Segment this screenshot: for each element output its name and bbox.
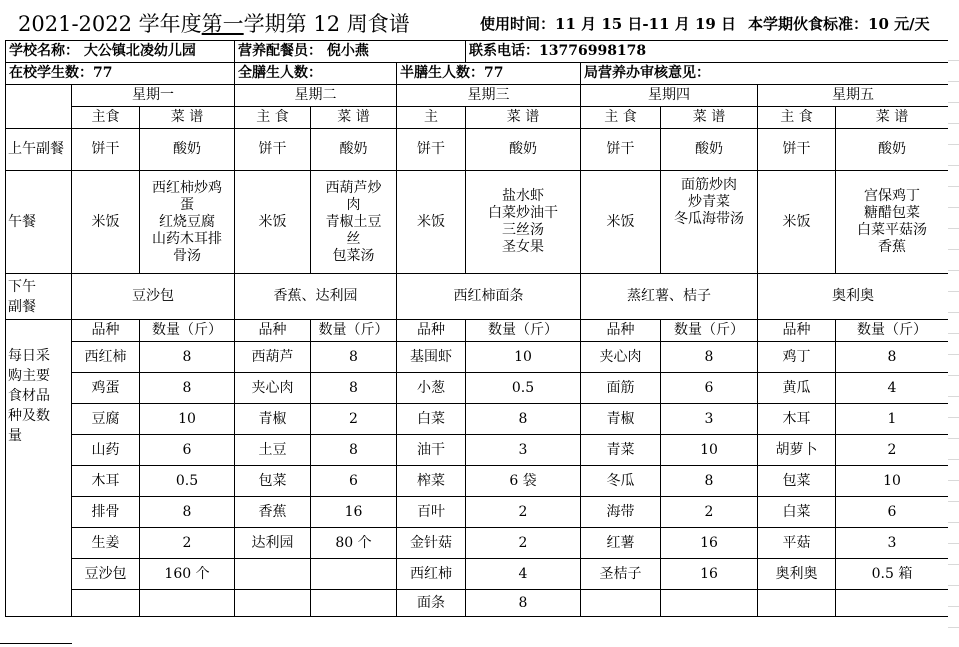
morning-dish: 酸奶 xyxy=(311,129,397,171)
sub-header: 菜 谱 xyxy=(836,107,949,129)
purchase-row xyxy=(6,342,949,373)
purchase-qty: 16 xyxy=(311,497,397,528)
dish-line: 冬瓜海带汤 xyxy=(674,211,744,227)
purchase-qty xyxy=(311,559,397,590)
purchase-item: 生姜 xyxy=(72,528,140,559)
page-header xyxy=(0,0,959,40)
purchase-item xyxy=(235,559,311,590)
purchase-qty: 10 xyxy=(836,466,949,497)
purchase-qty: 8 xyxy=(311,435,397,466)
purchase-header-item: 品种 xyxy=(397,320,466,342)
day-header: 星期一 xyxy=(72,85,235,107)
sub-header: 菜 谱 xyxy=(466,107,581,129)
purchase-item: 达利园 xyxy=(235,528,311,559)
purchase-header-item: 品种 xyxy=(72,320,140,342)
review-opinion: 局营养办审核意见： xyxy=(581,63,949,85)
purchase-qty: 8 xyxy=(311,342,397,373)
sub-header: 主 食 xyxy=(581,107,661,129)
sheet-gridlines xyxy=(948,40,959,647)
afternoon-snack: 蒸红薯、桔子 xyxy=(581,274,758,320)
morning-staple: 饼干 xyxy=(581,129,661,171)
purchase-qty: 10 xyxy=(466,342,581,373)
lunch-staple: 米饭 xyxy=(397,171,466,274)
purchase-qty: 8 xyxy=(661,466,758,497)
lunch-label: 午餐 xyxy=(6,171,72,274)
purchase-item: 鸡蛋 xyxy=(72,373,140,404)
sub-header: 主 食 xyxy=(758,107,836,129)
purchase-qty: 1 xyxy=(836,404,949,435)
purchase-qty: 6 xyxy=(311,466,397,497)
purchase-item: 西红柿 xyxy=(397,559,466,590)
purchase-item: 豆腐 xyxy=(72,404,140,435)
purchase-item: 白菜 xyxy=(758,497,836,528)
purchase-qty xyxy=(311,590,397,617)
afternoon-snack-label xyxy=(6,274,72,320)
lunch-staple: 米饭 xyxy=(581,171,661,274)
dish-line: 包菜汤 xyxy=(332,247,375,264)
lunch-dishes xyxy=(140,171,235,274)
purchase-qty: 8 xyxy=(836,342,949,373)
purchase-qty: 0.5 xyxy=(466,373,581,404)
purchase-row xyxy=(6,435,949,466)
purchase-item xyxy=(72,590,140,617)
purchase-header-qty: 数量（斤） xyxy=(311,320,397,342)
purchase-qty: 3 xyxy=(836,528,949,559)
menu-table xyxy=(5,40,949,617)
purchase-label-line: 种及数 xyxy=(8,408,50,424)
dish-line: 西红柿炒鸡 xyxy=(152,179,222,196)
purchase-qty: 6 袋 xyxy=(466,466,581,497)
purchase-qty: 8 xyxy=(466,590,581,617)
purchase-item: 油干 xyxy=(397,435,466,466)
purchase-qty: 16 xyxy=(661,559,758,590)
lunch-dishes xyxy=(311,171,397,274)
title-underlined: 第一 xyxy=(201,12,244,36)
dish-line: 骨汤 xyxy=(173,247,201,264)
purchase-qty: 6 xyxy=(661,373,758,404)
purchase-item: 冬瓜 xyxy=(581,466,661,497)
dish-line: 圣女果 xyxy=(502,239,544,255)
purchase-qty: 3 xyxy=(466,435,581,466)
dish-line: 宫保鸡丁 xyxy=(864,188,920,204)
dish-line: 红烧豆腐 xyxy=(159,213,215,230)
purchase-item: 平菇 xyxy=(758,528,836,559)
purchase-item: 基围虾 xyxy=(397,342,466,373)
purchase-qty: 8 xyxy=(311,373,397,404)
purchase-item: 夹心肉 xyxy=(235,373,311,404)
purchase-qty: 3 xyxy=(661,404,758,435)
purchase-row xyxy=(6,373,949,404)
purchase-row xyxy=(6,528,949,559)
nutritionist: 营养配餐员： 倪小燕 xyxy=(235,41,466,63)
dish-line: 盐水虾 xyxy=(502,188,544,204)
morning-dish: 酸奶 xyxy=(466,129,581,171)
morning-staple: 饼干 xyxy=(235,129,311,171)
dish-line: 炒青菜 xyxy=(688,194,730,210)
purchase-item: 金针菇 xyxy=(397,528,466,559)
lunch-staple: 米饭 xyxy=(72,171,140,274)
dish-line: 西葫芦炒 xyxy=(325,179,382,196)
bottom-border xyxy=(0,643,72,644)
lunch-dishes xyxy=(466,171,581,274)
purchase-label-line: 食材品 xyxy=(8,388,50,404)
purchase-item: 鸡丁 xyxy=(758,342,836,373)
meal-standard: 本学期伙食标准：10 元/天 xyxy=(748,15,930,33)
sub-header: 菜 谱 xyxy=(140,107,235,129)
dish-line: 蛋 xyxy=(180,196,194,213)
dish-line: 三丝汤 xyxy=(502,222,544,238)
purchase-item: 百叶 xyxy=(397,497,466,528)
purchase-qty: 8 xyxy=(140,373,235,404)
purchase-qty: 6 xyxy=(836,497,949,528)
purchase-item xyxy=(758,590,836,617)
morning-dish: 酸奶 xyxy=(140,129,235,171)
contact-phone: 联系电话：13776998178 xyxy=(466,41,949,63)
purchase-item: 包菜 xyxy=(235,466,311,497)
purchase-header-qty: 数量（斤） xyxy=(836,320,949,342)
morning-dish: 酸奶 xyxy=(836,129,949,171)
purchase-qty: 10 xyxy=(140,404,235,435)
purchase-item: 西红柿 xyxy=(72,342,140,373)
purchase-item: 山药 xyxy=(72,435,140,466)
purchase-header-qty: 数量（斤） xyxy=(140,320,235,342)
dish-line: 山药木耳排 xyxy=(152,230,222,247)
purchase-item: 青椒 xyxy=(235,404,311,435)
sub-header: 菜 谱 xyxy=(661,107,758,129)
purchase-qty: 0.5 xyxy=(140,466,235,497)
purchase-qty: 8 xyxy=(466,404,581,435)
purchase-qty: 2 xyxy=(661,497,758,528)
purchase-row xyxy=(6,497,949,528)
title-suffix: 学期第 12 周食谱 xyxy=(243,12,410,36)
purchase-qty: 160 个 xyxy=(140,559,235,590)
purchase-item: 面筋 xyxy=(581,373,661,404)
morning-staple: 饼干 xyxy=(397,129,466,171)
purchase-item: 小葱 xyxy=(397,373,466,404)
purchase-label xyxy=(6,320,72,617)
purchase-item: 包菜 xyxy=(758,466,836,497)
sub-header: 菜 谱 xyxy=(311,107,397,129)
afternoon-snack: 香蕉、达利园 xyxy=(235,274,397,320)
day-header: 星期五 xyxy=(758,85,949,107)
afternoon-snack: 西红柿面条 xyxy=(397,274,581,320)
purchase-item xyxy=(581,590,661,617)
purchase-label-line: 购主要 xyxy=(8,368,50,384)
morning-staple: 饼干 xyxy=(758,129,836,171)
day-header: 星期二 xyxy=(235,85,397,107)
purchase-item: 木耳 xyxy=(72,466,140,497)
corner-cell xyxy=(6,85,72,129)
purchase-item: 木耳 xyxy=(758,404,836,435)
purchase-item: 红薯 xyxy=(581,528,661,559)
purchase-item: 面条 xyxy=(397,590,466,617)
purchase-row xyxy=(6,559,949,590)
purchase-item: 青椒 xyxy=(581,404,661,435)
day-header: 星期三 xyxy=(397,85,581,107)
lunch-staple: 米饭 xyxy=(758,171,836,274)
morning-staple: 饼干 xyxy=(72,129,140,171)
purchase-qty: 2 xyxy=(466,528,581,559)
full-meal-count: 全膳生人数： xyxy=(235,63,397,85)
purchase-qty: 0.5 箱 xyxy=(836,559,949,590)
purchase-row xyxy=(6,590,949,617)
purchase-header-item: 品种 xyxy=(581,320,661,342)
purchase-row xyxy=(6,466,949,497)
afternoon-label-line: 下午 xyxy=(8,278,36,295)
lunch-staple: 米饭 xyxy=(235,171,311,274)
purchase-header-item: 品种 xyxy=(235,320,311,342)
purchase-qty: 8 xyxy=(140,497,235,528)
purchase-header-qty: 数量（斤） xyxy=(661,320,758,342)
purchase-header-qty: 数量（斤） xyxy=(466,320,581,342)
purchase-item: 胡萝卜 xyxy=(758,435,836,466)
purchase-item: 青菜 xyxy=(581,435,661,466)
dish-line: 青椒土豆 xyxy=(325,213,382,230)
afternoon-label-line: 副餐 xyxy=(8,298,36,315)
purchase-qty: 6 xyxy=(140,435,235,466)
dish-line: 白菜炒油干 xyxy=(488,205,558,221)
purchase-qty xyxy=(140,590,235,617)
purchase-item: 西葫芦 xyxy=(235,342,311,373)
school-name: 学校名称： 大公镇北凌幼儿园 xyxy=(6,41,235,63)
purchase-item: 香蕉 xyxy=(235,497,311,528)
purchase-item: 土豆 xyxy=(235,435,311,466)
day-header: 星期四 xyxy=(581,85,758,107)
purchase-qty: 2 xyxy=(140,528,235,559)
purchase-label-line: 每日采 xyxy=(8,348,50,364)
morning-snack-label: 上午副餐 xyxy=(6,129,72,171)
dish-line: 丝 xyxy=(346,230,361,247)
purchase-item: 海带 xyxy=(581,497,661,528)
purchase-item xyxy=(235,590,311,617)
purchase-item: 圣桔子 xyxy=(581,559,661,590)
student-count: 在校学生数：77 xyxy=(6,63,235,85)
dish-line: 白菜平菇汤 xyxy=(857,222,927,238)
afternoon-snack: 豆沙包 xyxy=(72,274,235,320)
purchase-qty: 10 xyxy=(661,435,758,466)
purchase-header-item: 品种 xyxy=(758,320,836,342)
purchase-item: 榨菜 xyxy=(397,466,466,497)
sub-header: 主 食 xyxy=(235,107,311,129)
purchase-item: 豆沙包 xyxy=(72,559,140,590)
purchase-qty: 8 xyxy=(140,342,235,373)
sub-header: 主食 xyxy=(72,107,140,129)
purchase-qty: 4 xyxy=(466,559,581,590)
purchase-item: 白菜 xyxy=(397,404,466,435)
dish-line: 香蕉 xyxy=(878,239,906,255)
purchase-qty xyxy=(661,590,758,617)
purchase-qty: 2 xyxy=(466,497,581,528)
purchase-label-line: 量 xyxy=(8,428,22,444)
lunch-dishes xyxy=(661,171,758,274)
sub-header: 主 xyxy=(397,107,466,129)
title-prefix: 2021-2022 学年度 xyxy=(18,12,202,36)
dish-line: 糖醋包菜 xyxy=(864,205,920,221)
purchase-qty: 4 xyxy=(836,373,949,404)
purchase-qty: 8 xyxy=(661,342,758,373)
purchase-qty xyxy=(836,590,949,617)
purchase-item: 夹心肉 xyxy=(581,342,661,373)
dish-line: 肉 xyxy=(346,196,361,213)
purchase-item: 奥利奥 xyxy=(758,559,836,590)
purchase-item: 黄瓜 xyxy=(758,373,836,404)
date-range: 使用时间：11 月 15 日-11 月 19 日 xyxy=(480,15,737,33)
purchase-qty: 16 xyxy=(661,528,758,559)
afternoon-snack: 奥利奥 xyxy=(758,274,949,320)
purchase-qty: 80 个 xyxy=(311,528,397,559)
purchase-qty: 2 xyxy=(836,435,949,466)
menu-title xyxy=(18,8,410,38)
half-meal-count: 半膳生人数：77 xyxy=(397,63,581,85)
dish-line: 面筋炒肉 xyxy=(681,177,737,193)
lunch-dishes xyxy=(836,171,949,274)
morning-dish: 酸奶 xyxy=(661,129,758,171)
purchase-qty: 2 xyxy=(311,404,397,435)
purchase-row xyxy=(6,404,949,435)
purchase-item: 排骨 xyxy=(72,497,140,528)
